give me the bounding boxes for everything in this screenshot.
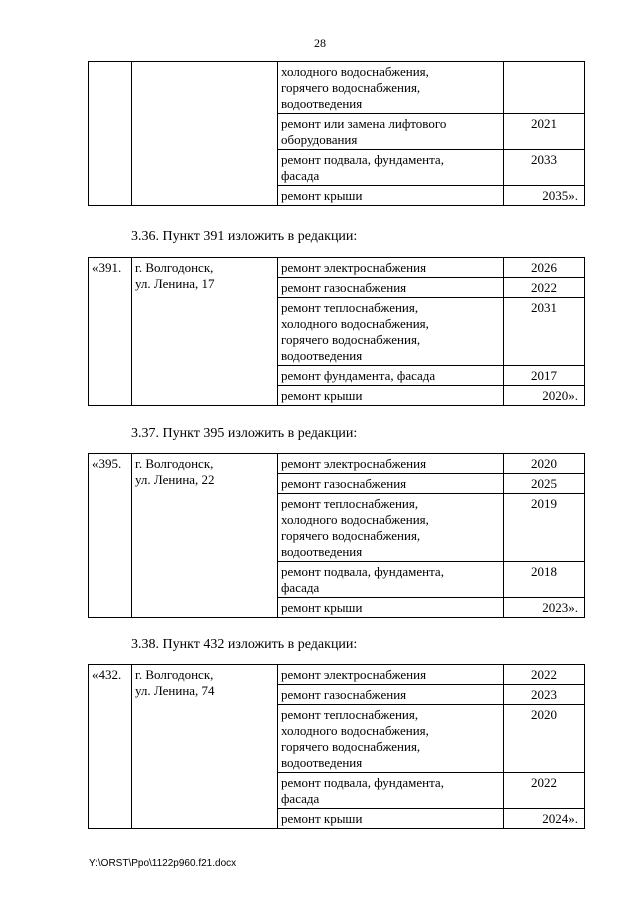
year-cell: 2023».	[504, 598, 585, 618]
table-item-432	[88, 664, 585, 829]
table-row	[89, 258, 585, 278]
work-cell: ремонт подвала, фундамента, фасада	[278, 150, 504, 186]
table-item-395	[88, 453, 585, 618]
year-cell: 2017	[504, 366, 585, 386]
work-cell: ремонт фундамента, фасада	[278, 366, 504, 386]
year-cell: 2031	[504, 298, 585, 366]
table-row	[89, 665, 585, 685]
table-item-391	[88, 257, 585, 406]
file-path-footer: Y:\ORST\Ppo\1122p960.f21.docx	[89, 858, 237, 869]
work-cell: ремонт подвала, фундамента, фасада	[278, 562, 504, 598]
year-cell: 2035».	[504, 186, 585, 206]
year-cell: 2018	[504, 562, 585, 598]
work-cell: ремонт теплоснабжения, холодного водоснабжения, горячего водоснабжения, водоотведения	[278, 494, 504, 562]
table-row	[89, 454, 585, 474]
work-cell: ремонт газоснабжения	[278, 474, 504, 494]
year-cell	[504, 62, 585, 114]
work-cell: ремонт крыши	[278, 809, 504, 829]
number-cell	[89, 62, 132, 206]
number-cell: «432.	[89, 665, 132, 829]
work-cell: ремонт крыши	[278, 186, 504, 206]
year-cell: 2026	[504, 258, 585, 278]
work-cell: ремонт теплоснабжения, холодного водоснабжения, горячего водоснабжения, водоотведения	[278, 705, 504, 773]
year-cell: 2020».	[504, 386, 585, 406]
work-cell: ремонт газоснабжения	[278, 685, 504, 705]
year-cell: 2022	[504, 773, 585, 809]
continuation-table	[88, 61, 585, 206]
work-cell: ремонт электроснабжения	[278, 665, 504, 685]
paragraph-3-37: 3.37. Пункт 395 изложить в редакции:	[131, 426, 358, 441]
work-cell: ремонт теплоснабжения, холодного водоснабжения, горячего водоснабжения, водоотведения	[278, 298, 504, 366]
address-cell: г. Волгодонск, ул. Ленина, 22	[132, 454, 278, 618]
address-cell: г. Волгодонск, ул. Ленина, 74	[132, 665, 278, 829]
year-cell: 2033	[504, 150, 585, 186]
work-cell: ремонт крыши	[278, 598, 504, 618]
work-cell: ремонт или замена лифтового оборудования	[278, 114, 504, 150]
paragraph-3-38: 3.38. Пункт 432 изложить в редакции:	[131, 637, 358, 652]
address-cell	[132, 62, 278, 206]
year-cell: 2020	[504, 705, 585, 773]
year-cell: 2024».	[504, 809, 585, 829]
year-cell: 2019	[504, 494, 585, 562]
table-row	[89, 62, 585, 114]
work-cell: холодного водоснабжения, горячего водоснабжения, водоотведения	[278, 62, 504, 114]
work-cell: ремонт подвала, фундамента, фасада	[278, 773, 504, 809]
year-cell: 2023	[504, 685, 585, 705]
number-cell: «391.	[89, 258, 132, 406]
page-number: 28	[314, 36, 326, 50]
year-cell: 2021	[504, 114, 585, 150]
year-cell: 2022	[504, 278, 585, 298]
year-cell: 2022	[504, 665, 585, 685]
year-cell: 2025	[504, 474, 585, 494]
year-cell: 2020	[504, 454, 585, 474]
paragraph-3-36: 3.36. Пункт 391 изложить в редакции:	[131, 229, 358, 244]
work-cell: ремонт электроснабжения	[278, 454, 504, 474]
work-cell: ремонт крыши	[278, 386, 504, 406]
work-cell: ремонт газоснабжения	[278, 278, 504, 298]
work-cell: ремонт электроснабжения	[278, 258, 504, 278]
number-cell: «395.	[89, 454, 132, 618]
address-cell: г. Волгодонск, ул. Ленина, 17	[132, 258, 278, 406]
